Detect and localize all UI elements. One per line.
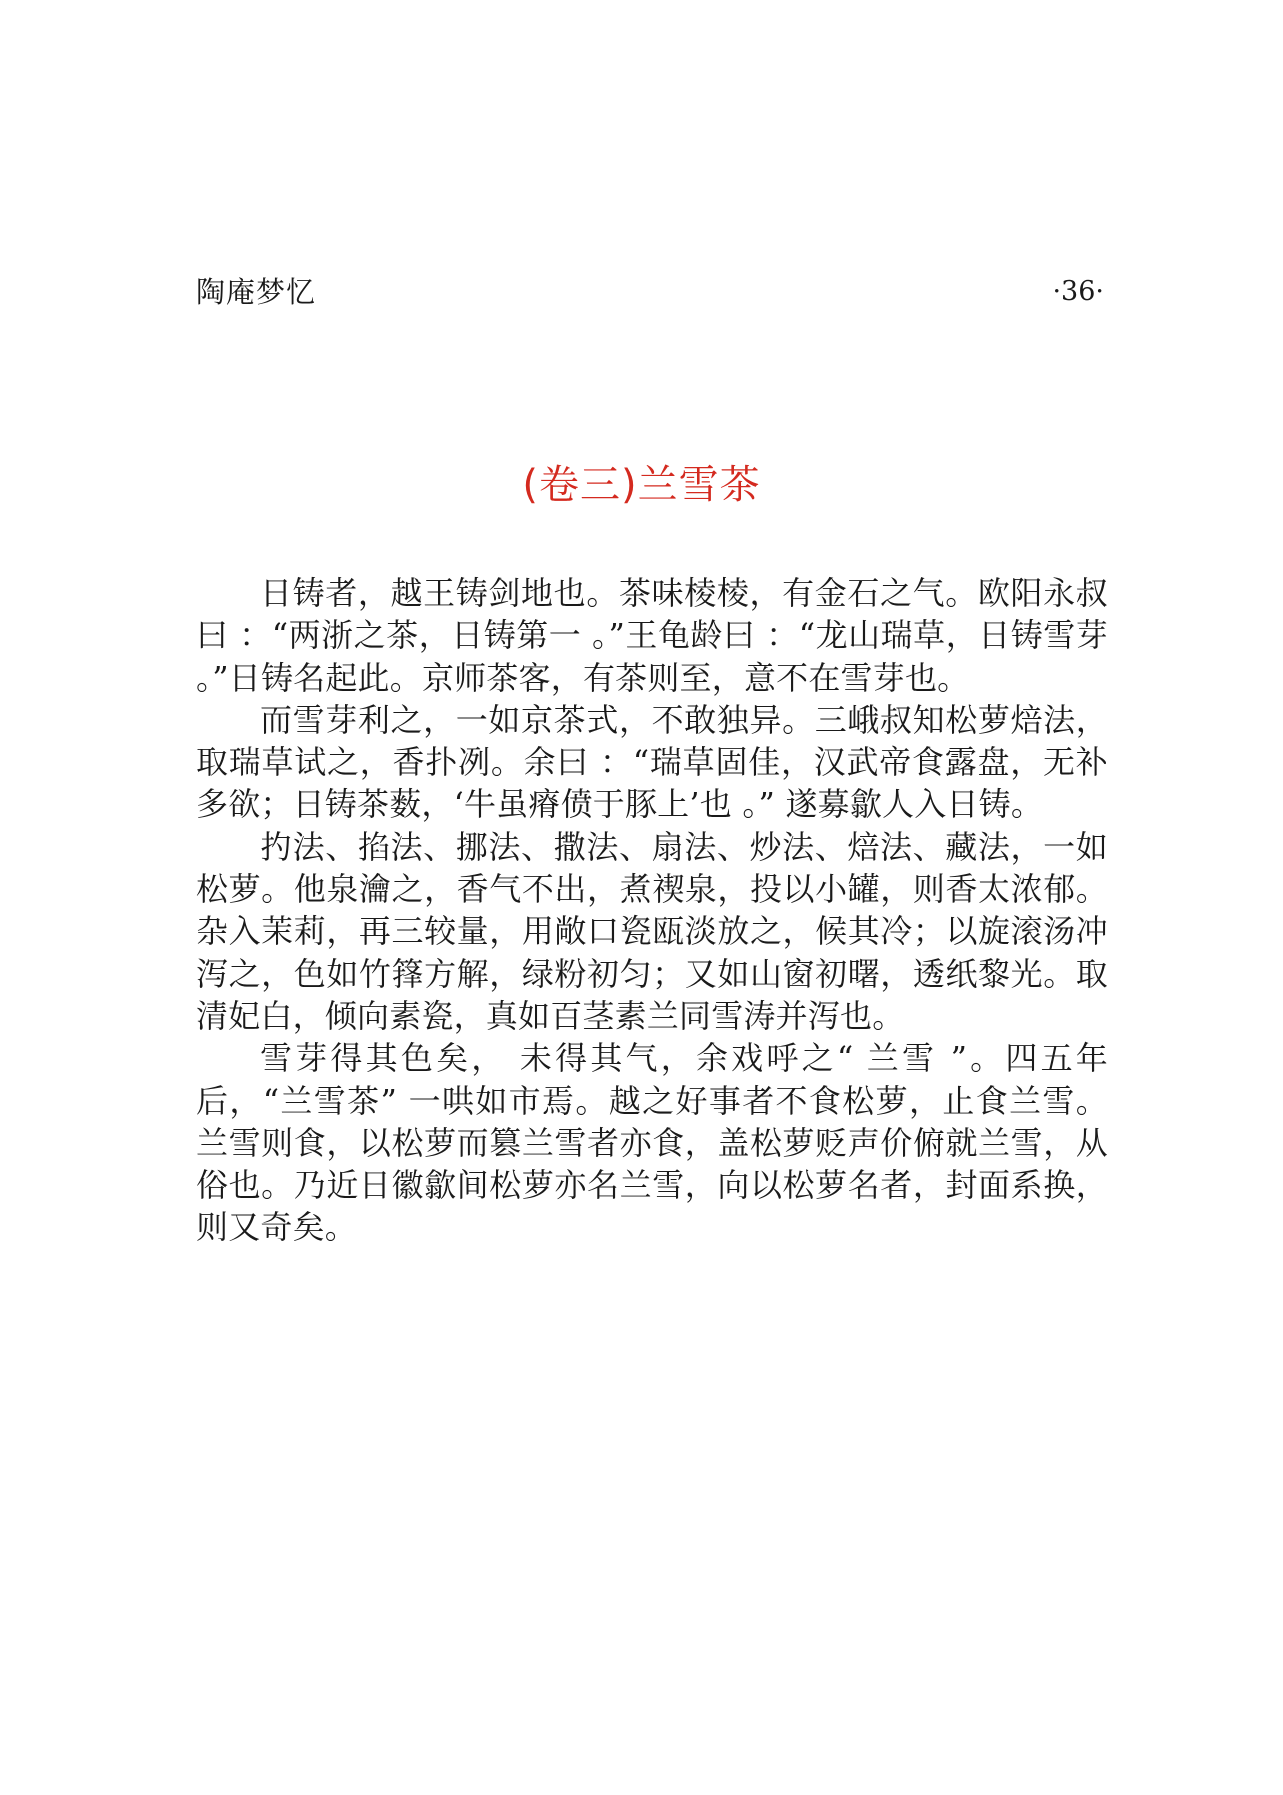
paragraph-3: 扚法、掐法、挪法、撒法、扇法、炒法、焙法、藏法，一如松萝。他泉瀹之，香气不出，煮禊泉，投以小罐，则香太浓郁。杂入茉莉，再三较量，用敞口瓷瓯淡放之，候其冷；以旋滚汤冲泻之，色如竹箨方解，绿粉初匀；又如山窗初曙，透纸黎光。取清妃白，倾向素瓷，真如百茎素兰同雪涛并泻也。 [196,827,1108,1035]
chapter-title: (卷三)兰雪茶 [522,462,761,508]
paragraph-2: 而雪芽利之，一如京茶式，不敢独异。三峨叔知松萝焙法，取瑞草试之，香扑冽。余曰 ：“瑞草固佳，汉武帝食露盘，无补多欲；日铸茶薮，‘牛虽瘠偾于豚上’也 。” 遂募歙人入日铸。 [196,700,1108,824]
paragraph-4: 雪芽得其色矣， 未得其气，余戏呼之“ 兰雪 ”。四五年后，“兰雪茶” 一哄如市焉。越之好事者不食松萝，止食兰雪。兰雪则食，以松萝而篡兰雪者亦食，盖松萝贬声价俯就兰雪，从俗也。乃近日徽歙间松萝亦名兰雪，向以松萝名者，封面系换，则又奇矣。 [196,1039,1108,1247]
paragraph-1: 日铸者，越王铸剑地也。茶味棱棱，有金石之气。欧阳永叔曰 ：“两浙之茶，日铸第一 。”王龟龄曰 ：“龙山瑞草，日铸雪芽 。”日铸名起此。京师茶客，有茶则至，意不在雪芽也。 [196,574,1108,697]
page-number: ·36· [1052,276,1104,307]
body-text [196,572,1108,1249]
running-header [196,272,1104,312]
book-title: 陶庵梦忆 [196,275,317,309]
